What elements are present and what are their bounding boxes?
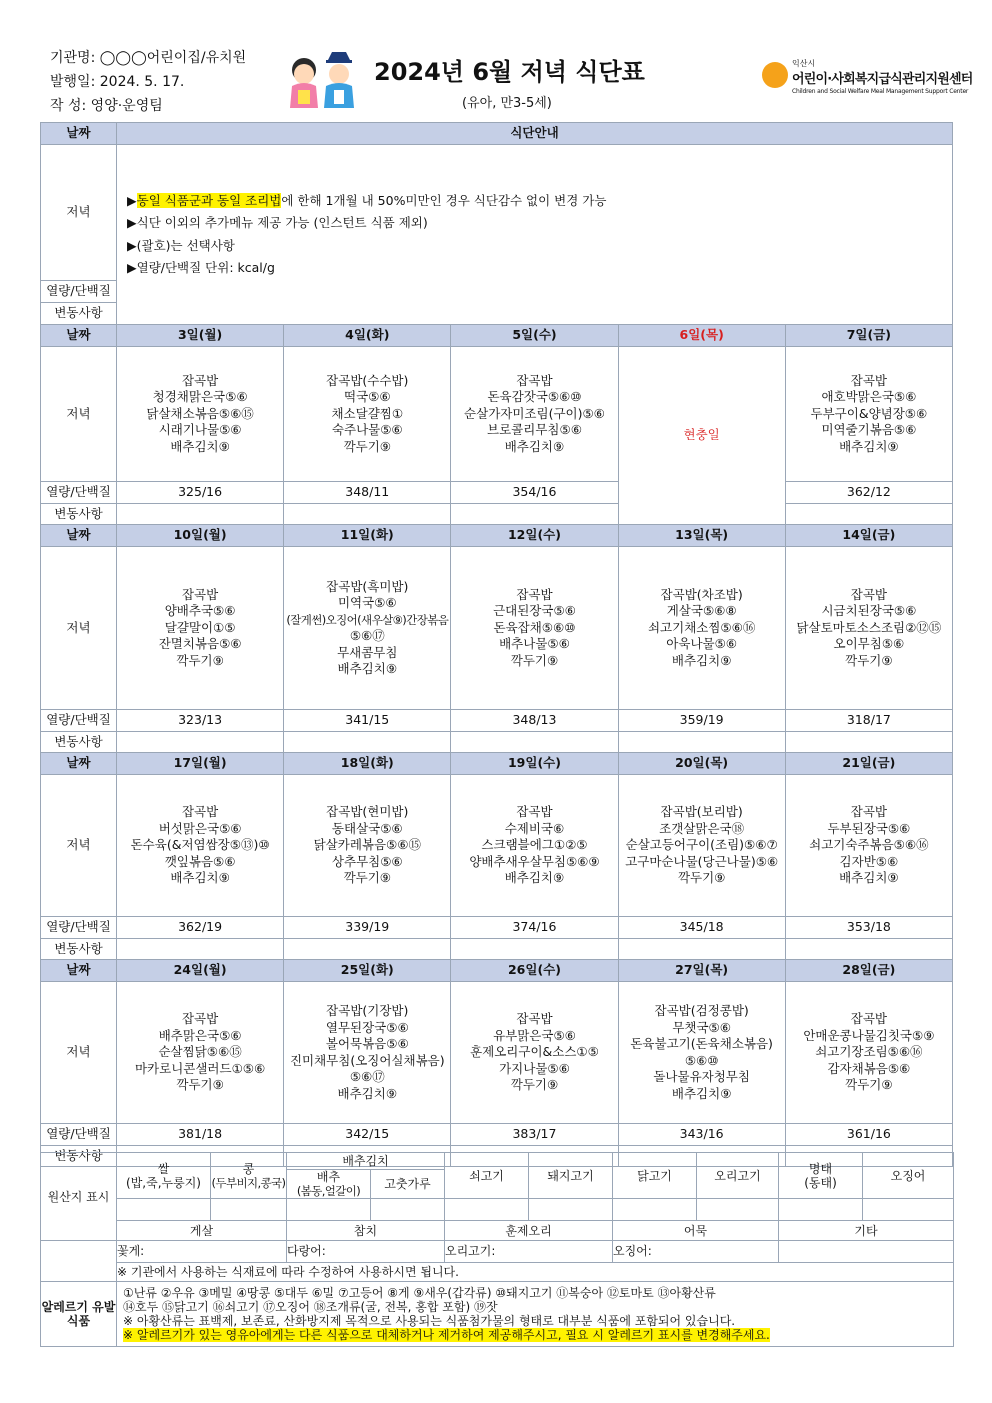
- menu-item: 청경채맑은국⑤⑥: [152, 389, 248, 405]
- menu-item: 잡곡밥: [181, 1011, 219, 1027]
- origin-value-cell: [287, 1199, 371, 1221]
- day-date: 17일(월): [117, 753, 284, 775]
- week-kcal-row: [41, 1124, 953, 1146]
- menu-item: 깍두기⑨: [510, 652, 559, 668]
- dinner-label: 저녁: [41, 145, 117, 281]
- change-cell: [618, 939, 785, 960]
- menu-item: 잡곡밥(보리밥): [660, 804, 743, 820]
- menu-item: 배추김치⑨: [504, 438, 565, 454]
- kcal-value: 325/16: [117, 482, 284, 504]
- day-date: 5일(수): [451, 325, 618, 347]
- origin-value-cell: [779, 1199, 863, 1221]
- menu-item: 동태살국⑤⑥: [331, 820, 403, 836]
- menu-item: 미역줄기볶음⑤⑥: [821, 422, 917, 438]
- kcal-value: 381/18: [117, 1124, 284, 1146]
- week-menu-row: [41, 775, 953, 917]
- menu-item: 깍두기⑨: [510, 1077, 559, 1093]
- menu-item: 쇠고기장조림⑤⑥⑯: [815, 1044, 923, 1060]
- origin-value-cell: [117, 1199, 211, 1221]
- menu-item: 배추나물⑤⑥: [499, 636, 570, 652]
- menu-item: 잡곡밥(차조밥): [660, 586, 743, 602]
- day-date: 4일(화): [284, 325, 451, 347]
- pollock-sub: (동태): [804, 1175, 837, 1190]
- change-cell: [451, 732, 618, 753]
- bean-label: 콩: [242, 1161, 255, 1176]
- menu-item: 양배추국⑤⑥: [164, 603, 236, 619]
- kcal-value: 359/19: [618, 710, 785, 732]
- menu-item: 떡국⑤⑥: [344, 389, 391, 405]
- logo-city: 익산시: [792, 59, 816, 68]
- kcal-value: 354/16: [451, 482, 618, 504]
- day-date: 13일(목): [618, 525, 785, 547]
- origin-table: [40, 1152, 954, 1347]
- menu-cell: [284, 775, 451, 917]
- mascot-icon: [284, 46, 360, 112]
- date-label: 발행일:: [50, 74, 96, 90]
- menu-item: 돌나물유자청무침: [653, 1069, 750, 1084]
- kcal-label: 열량/단백질: [41, 917, 117, 939]
- menu-item: ⑤⑥⑰: [349, 628, 385, 643]
- week-menu-row: [41, 982, 953, 1124]
- menu-item: 두부된장국⑤⑥: [827, 820, 911, 836]
- origin-beef: 쇠고기: [445, 1153, 529, 1199]
- origin-label-spacer: [41, 1241, 117, 1263]
- origin-values-row: [41, 1199, 954, 1221]
- menu-cell: [284, 982, 451, 1124]
- kcal-value: 362/19: [117, 917, 284, 939]
- kcal-value: 374/16: [451, 917, 618, 939]
- center-logo: [762, 58, 973, 108]
- allergy-highlight: ※ 알레르기가 있는 영유아에게는 다른 식품으로 대체하거나 제거하여 제공해주시고, 필요 시 알레르기 표시를 변경해주세요.: [123, 1328, 770, 1342]
- menu-item: 잡곡밥: [850, 372, 887, 388]
- menu-cell: [451, 775, 618, 917]
- change-cell: [785, 732, 952, 753]
- menu-cell: [117, 982, 284, 1124]
- kcal-value: 383/17: [451, 1124, 618, 1146]
- notice-line: ▶동일 식품군과 동일 조리법에 한해 1개월 내 50%미만인 경우 식단감수 없이 변경 가능: [127, 192, 607, 208]
- change-cell: [618, 732, 785, 753]
- day-date: 28일(금): [785, 960, 952, 982]
- menu-item: 배추김치⑨: [337, 1085, 398, 1101]
- menu-cell: [618, 982, 785, 1124]
- change-cell: [785, 939, 952, 960]
- day-date: 24일(월): [117, 960, 284, 982]
- menu-item: ⑤⑥⑩: [684, 1052, 719, 1068]
- kcal-label: 열량/단백질: [41, 482, 117, 504]
- kcal-value: 362/12: [785, 482, 952, 504]
- menu-item: 진미채무침(오징어실채볶음): [289, 1052, 445, 1068]
- menu-cell: [284, 347, 451, 482]
- kcal-value: 353/18: [785, 917, 952, 939]
- menu-item: 배추김치⑨: [170, 870, 230, 886]
- menu-item: 아욱나물⑤⑥: [666, 636, 738, 652]
- menu-item: 배추김치⑨: [170, 438, 230, 454]
- kcal-value: 345/18: [618, 917, 785, 939]
- menu-item: 쇠고기숙주볶음⑤⑥⑯: [809, 837, 929, 853]
- cabbage-label: 배추: [316, 1170, 341, 1184]
- menu-cell: [785, 775, 952, 917]
- origin-value-cell: [371, 1199, 445, 1221]
- menu-item: 닭살카레볶음⑤⑥⑮: [313, 837, 421, 853]
- kcal-value: 348/13: [451, 710, 618, 732]
- date-header: 날짜: [41, 325, 117, 347]
- origin-squid: 오징어: [863, 1153, 954, 1199]
- changes-label: 변동사항: [41, 732, 117, 753]
- menu-cell: [284, 547, 451, 710]
- origin-fishcake: 어묵: [613, 1221, 779, 1241]
- menu-cell: [451, 982, 618, 1124]
- origin-fishcake-detail: 오징어:: [613, 1241, 779, 1263]
- day-date: 25일(화): [284, 960, 451, 982]
- menu-item: 잡곡밥(현미밥): [326, 804, 409, 820]
- menu-item: 양배추새우살무침⑤⑥⑨: [469, 853, 600, 869]
- change-cell: [284, 939, 451, 960]
- menu-item: 배추맑은국⑤⑥: [158, 1027, 242, 1043]
- day-date: 3일(월): [117, 325, 284, 347]
- dinner-label: 저녁: [41, 347, 117, 482]
- menu-item: 시래기나물⑤⑥: [158, 422, 242, 438]
- menu-item: 깍두기⑨: [677, 870, 726, 886]
- origin-etc-detail: [779, 1241, 954, 1263]
- page-title: 2024년 6월 저녁 식단표: [374, 58, 645, 86]
- menu-item: 근대된장국⑤⑥: [493, 603, 576, 619]
- menu-cell: [117, 347, 284, 482]
- menu-table: [40, 122, 953, 1167]
- day-date: 21일(금): [785, 753, 952, 775]
- menu-cell: [451, 547, 618, 710]
- origin-kimchi: 배추김치: [287, 1153, 445, 1170]
- menu-item: 김자반⑤⑥: [839, 853, 899, 869]
- day-date: 7일(금): [785, 325, 952, 347]
- menu-item: ⑤⑥⑰: [349, 1069, 385, 1084]
- week-change-row: [41, 939, 953, 960]
- menu-item: 잡곡밥: [181, 804, 219, 820]
- menu-item: 순살찜닭⑤⑥⑮: [158, 1044, 242, 1060]
- menu-item: 고구마순나물(당근나물)⑤⑥: [625, 853, 779, 869]
- change-cell: [451, 504, 618, 525]
- change-cell: [284, 504, 451, 525]
- logo-english: Children and Social Welfare Meal Management Support Center: [792, 88, 969, 95]
- org-label: 기관명:: [50, 50, 96, 66]
- menu-cell: [618, 547, 785, 710]
- pollock-label: 명태: [808, 1161, 833, 1176]
- origin-cabbage: [287, 1170, 371, 1199]
- kcal-value: 348/11: [284, 482, 451, 504]
- menu-item: 마카로니콘샐러드①⑤⑥: [134, 1060, 266, 1076]
- menu-item: 달걀말이①⑤: [164, 619, 236, 635]
- kcal-value: 318/17: [785, 710, 952, 732]
- notice-highlight: 동일 식품군과 동일 조리법: [136, 192, 282, 208]
- menu-item: 오이무침⑤⑥: [833, 636, 905, 652]
- menu-item: 잡곡밥: [516, 1011, 553, 1027]
- menu-item: 조갯살맑은국⑱: [659, 820, 745, 836]
- origin-pollock: [779, 1153, 863, 1199]
- menu-item: 깻잎볶음⑤⑥: [164, 853, 236, 869]
- day-date: 27일(목): [618, 960, 785, 982]
- origin-duck: 오리고기: [697, 1153, 779, 1199]
- origin-sub-header-row: [41, 1221, 954, 1241]
- dinner-label: 저녁: [41, 775, 117, 917]
- menu-item: 깍두기⑨: [343, 870, 391, 886]
- origin-value-cell: [613, 1199, 697, 1221]
- author-line: [50, 94, 246, 118]
- org-value: ◯◯◯어린이집/유치원: [99, 50, 247, 66]
- menu-item: 유부맑은국⑤⑥: [493, 1027, 576, 1043]
- menu-item: (잘게썬)오징어(새우살⑨)간장볶음: [286, 612, 449, 627]
- week-header-row: [41, 960, 953, 982]
- week-header-row: [41, 753, 953, 775]
- kcal-value: 361/16: [785, 1124, 952, 1146]
- origin-pepper: 고춧가루: [371, 1170, 445, 1199]
- menu-item: 잡곡밥: [181, 586, 219, 602]
- menu-item: 안매운콩나물김칫국⑤⑨: [803, 1027, 935, 1043]
- rice-sub: (밥,죽,누룽지): [126, 1175, 201, 1190]
- cabbage-sub: (봄동,얼갈이): [296, 1184, 361, 1198]
- menu-cell: [785, 347, 952, 482]
- date-header: 날짜: [41, 960, 117, 982]
- day-date: 12일(수): [451, 525, 618, 547]
- menu-item: 순살가자미조림(구이)⑤⑥: [464, 405, 605, 421]
- menu-item: 닭살토마토소스조림②⑫⑮: [796, 619, 942, 635]
- menu-item: 잡곡밥(흑미밥): [326, 578, 409, 594]
- menu-item: 잡곡밥: [516, 804, 553, 820]
- logo-name: 어린이·사회복지급식관리지원센터: [792, 72, 973, 87]
- kcal-value: 323/13: [117, 710, 284, 732]
- change-cell: [785, 504, 952, 525]
- changes-label: 변동사항: [41, 1146, 117, 1167]
- origin-detail-row: [41, 1241, 954, 1263]
- menu-item: 잡곡밥: [850, 804, 887, 820]
- day-date: 10일(월): [117, 525, 284, 547]
- date-header: 날짜: [41, 753, 117, 775]
- allergy-line: ⑭호두 ⑮닭고기 ⑯쇠고기 ⑰오징어 ⑱조개류(굴, 전복, 홍합 포함) ⑲잣: [123, 1300, 498, 1314]
- menu-item: 돈수육(&저염쌈장⑤⑬)⑩: [130, 837, 270, 853]
- week-menu-row: [41, 547, 953, 710]
- holiday-label: 현충일: [683, 427, 720, 443]
- bean-sub: (두부비지,콩국): [211, 1175, 286, 1190]
- allergy-row: [41, 1282, 954, 1347]
- menu-item: 시금치된장국⑤⑥: [821, 603, 917, 619]
- menu-item: 볼어묵볶음⑤⑥: [325, 1036, 409, 1051]
- header-info: [50, 46, 246, 118]
- day-date: 6일(목): [618, 325, 785, 347]
- menu-item: 깍두기⑨: [845, 1077, 893, 1093]
- menu-item: 배추김치⑨: [671, 652, 732, 668]
- date-header: 날짜: [41, 525, 117, 547]
- origin-label: 원산지 표시: [41, 1153, 117, 1241]
- menu-item: 깍두기⑨: [845, 652, 893, 668]
- menu-item: 수제비국⑥: [504, 820, 565, 836]
- menu-item: 열무된장국⑤⑥: [325, 1019, 409, 1035]
- week-change-row: [41, 504, 953, 525]
- menu-item: 순살고등어구이(조림)⑤⑥⑦: [625, 837, 778, 853]
- week-header-row: [41, 325, 953, 347]
- menu-cell: [451, 347, 618, 482]
- author-label: 작 성:: [50, 98, 87, 114]
- guide-header: 식단안내: [117, 123, 953, 145]
- origin-value-cell: [445, 1199, 529, 1221]
- menu-item: 돈육잡채⑤⑥⑩: [493, 619, 576, 635]
- menu-item: 상추무침⑤⑥: [331, 853, 403, 869]
- page-subtitle: (유아, 만3-5세): [462, 96, 552, 111]
- menu-item: 훈제오리구이&소스①⑤: [470, 1044, 599, 1060]
- week-menu-row: [41, 347, 953, 482]
- smile-logo-icon: [762, 62, 788, 88]
- origin-etc: 기타: [779, 1221, 954, 1241]
- origin-tuna-detail: 다랑어:: [287, 1241, 445, 1263]
- menu-cell: [117, 547, 284, 710]
- change-cell: [284, 732, 451, 753]
- origin-header-row-1: [41, 1153, 954, 1170]
- menu-item: 버섯맑은국⑤⑥: [158, 820, 242, 836]
- notice-line: ▶열량/단백질 단위: kcal/g: [127, 260, 275, 275]
- menu-item: 배추김치⑨: [839, 870, 899, 886]
- change-cell: [451, 939, 618, 960]
- menu-item: 가지나물⑤⑥: [499, 1060, 570, 1076]
- menu-item: 채소달걀찜①: [331, 405, 404, 421]
- allergy-info: [117, 1282, 954, 1347]
- date-value: 2024. 5. 17.: [99, 74, 185, 90]
- menu-item: 잡곡밥: [850, 1011, 887, 1027]
- origin-rice: [117, 1153, 211, 1199]
- change-cell: [117, 504, 284, 525]
- menu-item: 배추김치⑨: [337, 661, 398, 676]
- menu-item: 잡곡밥: [850, 586, 887, 602]
- origin-value-cell: [863, 1199, 954, 1221]
- menu-item: 두부구이&양념장⑤⑥: [810, 405, 928, 421]
- org-line: [50, 46, 246, 70]
- menu-item: 깍두기⑨: [343, 438, 391, 454]
- menu-item: 미역국⑤⑥: [337, 595, 397, 610]
- origin-bean: [211, 1153, 287, 1199]
- guide-header-row: [41, 123, 953, 145]
- origin-smoked-duck: 훈제오리: [445, 1221, 613, 1241]
- origin-crab: 게살: [117, 1221, 287, 1241]
- menu-item: 감자채볶음⑤⑥: [827, 1060, 911, 1076]
- rice-label: 쌀: [157, 1161, 170, 1176]
- dinner-label: 저녁: [41, 982, 117, 1124]
- menu-item: 스크램블에그①②⑤: [481, 837, 588, 853]
- origin-note: ※ 기관에서 사용하는 식재료에 따라 수정하여 사용하시면 됩니다.: [117, 1262, 954, 1282]
- menu-cell: [618, 775, 785, 917]
- origin-crab-detail: 꽃게:: [117, 1241, 287, 1263]
- notice-line: ▶식단 이외의 추가메뉴 제공 가능 (인스턴트 식품 제외): [127, 215, 428, 230]
- allergy-line: ①난류 ②우유 ③메밀 ④땅콩 ⑤대두 ⑥밀 ⑦고등어 ⑧게 ⑨새우(갑각류) ⑩돼지고기 ⑪복숭아 ⑫토마토 ⑬아황산류: [123, 1286, 716, 1300]
- menu-item: 숙주나물⑤⑥: [331, 422, 403, 438]
- menu-item: 깍두기⑨: [176, 1077, 224, 1093]
- week-kcal-row: [41, 710, 953, 732]
- notice-line: ▶(괄호)는 선택사항: [127, 237, 235, 253]
- menu-item: 배추김치⑨: [671, 1085, 732, 1101]
- origin-value-cell: [529, 1199, 613, 1221]
- day-date: 26일(수): [451, 960, 618, 982]
- dinner-label: 저녁: [41, 547, 117, 710]
- author-value: 영양·운영팀: [90, 98, 163, 114]
- day-date: 20일(목): [618, 753, 785, 775]
- menu-item: 잔멸치볶음⑤⑥: [158, 636, 242, 652]
- kcal-value: 339/19: [284, 917, 451, 939]
- kcal-label: 열량/단백질: [41, 1124, 117, 1146]
- menu-item: 깍두기⑨: [176, 652, 224, 668]
- changes-label: 변동사항: [41, 939, 117, 960]
- menu-item: 무챗국⑤⑥: [672, 1019, 731, 1035]
- kcal-value: 343/16: [618, 1124, 785, 1146]
- menu-item: 무새콤무침: [337, 644, 398, 660]
- week-change-row: [41, 732, 953, 753]
- day-date: 19일(수): [451, 753, 618, 775]
- holiday-cell: [618, 347, 785, 525]
- menu-item: 잡곡밥(수수밥): [326, 372, 409, 388]
- day-date: 14일(금): [785, 525, 952, 547]
- menu-item: 게살국⑤⑥⑧: [666, 603, 737, 619]
- menu-item: 잡곡밥: [516, 372, 553, 388]
- origin-chicken: 닭고기: [613, 1153, 697, 1199]
- changes-label: 변동사항: [41, 303, 117, 325]
- week-kcal-row: [41, 917, 953, 939]
- menu-item: 잡곡밥(기장밥): [326, 1003, 409, 1018]
- origin-pork: 돼지고기: [529, 1153, 613, 1199]
- menu-cell: [785, 547, 952, 710]
- menu-item: 닭살채소볶음⑤⑥⑮: [146, 405, 254, 421]
- kcal-label: 열량/단백질: [41, 281, 117, 303]
- changes-label: 변동사항: [41, 504, 117, 525]
- allergy-label: 알레르기 유발식품: [41, 1282, 117, 1347]
- date-line: [50, 70, 246, 94]
- menu-item: 애호박맑은국⑤⑥: [821, 389, 917, 405]
- origin-tuna: 참치: [287, 1221, 445, 1241]
- menu-item: 잡곡밥(검정콩밥): [654, 1003, 749, 1018]
- kcal-value: 341/15: [284, 710, 451, 732]
- change-cell: [117, 732, 284, 753]
- origin-note-row: [41, 1262, 954, 1282]
- change-cell: [117, 939, 284, 960]
- menu-item: 잡곡밥: [516, 586, 553, 602]
- origin-value-cell: [211, 1199, 287, 1221]
- menu-item: 배추김치⑨: [839, 438, 899, 454]
- day-date: 11일(화): [284, 525, 451, 547]
- menu-item: 브로콜리무침⑤⑥: [487, 422, 582, 438]
- date-header: 날짜: [41, 123, 117, 145]
- menu-item: 배추김치⑨: [504, 870, 565, 886]
- kcal-label: 열량/단백질: [41, 710, 117, 732]
- allergy-line: ※ 아황산류는 표백제, 보존료, 산화방지제 목적으로 사용되는 식품첨가물의 형태로 대부분 식품에 포함되어 있습니다.: [123, 1314, 736, 1328]
- kcal-value: 342/15: [284, 1124, 451, 1146]
- origin-value-cell: [697, 1199, 779, 1221]
- menu-item: 돈육불고기(돈육채소볶음): [630, 1036, 773, 1051]
- menu-cell: [117, 775, 284, 917]
- week-kcal-row: [41, 482, 953, 504]
- week-header-row: [41, 525, 953, 547]
- guide-row: [41, 145, 953, 281]
- origin-label-spacer: [41, 1262, 117, 1282]
- day-date: 18일(화): [284, 753, 451, 775]
- menu-item: 잡곡밥: [181, 372, 219, 388]
- menu-item: 쇠고기채소찜⑤⑥⑯: [647, 619, 756, 635]
- menu-item: 돈육감잣국⑤⑥⑩: [487, 389, 582, 405]
- origin-duck-detail: 오리고기:: [445, 1241, 613, 1263]
- notice-box: [117, 145, 953, 325]
- allergy-line: [123, 1328, 953, 1342]
- menu-cell: [785, 982, 952, 1124]
